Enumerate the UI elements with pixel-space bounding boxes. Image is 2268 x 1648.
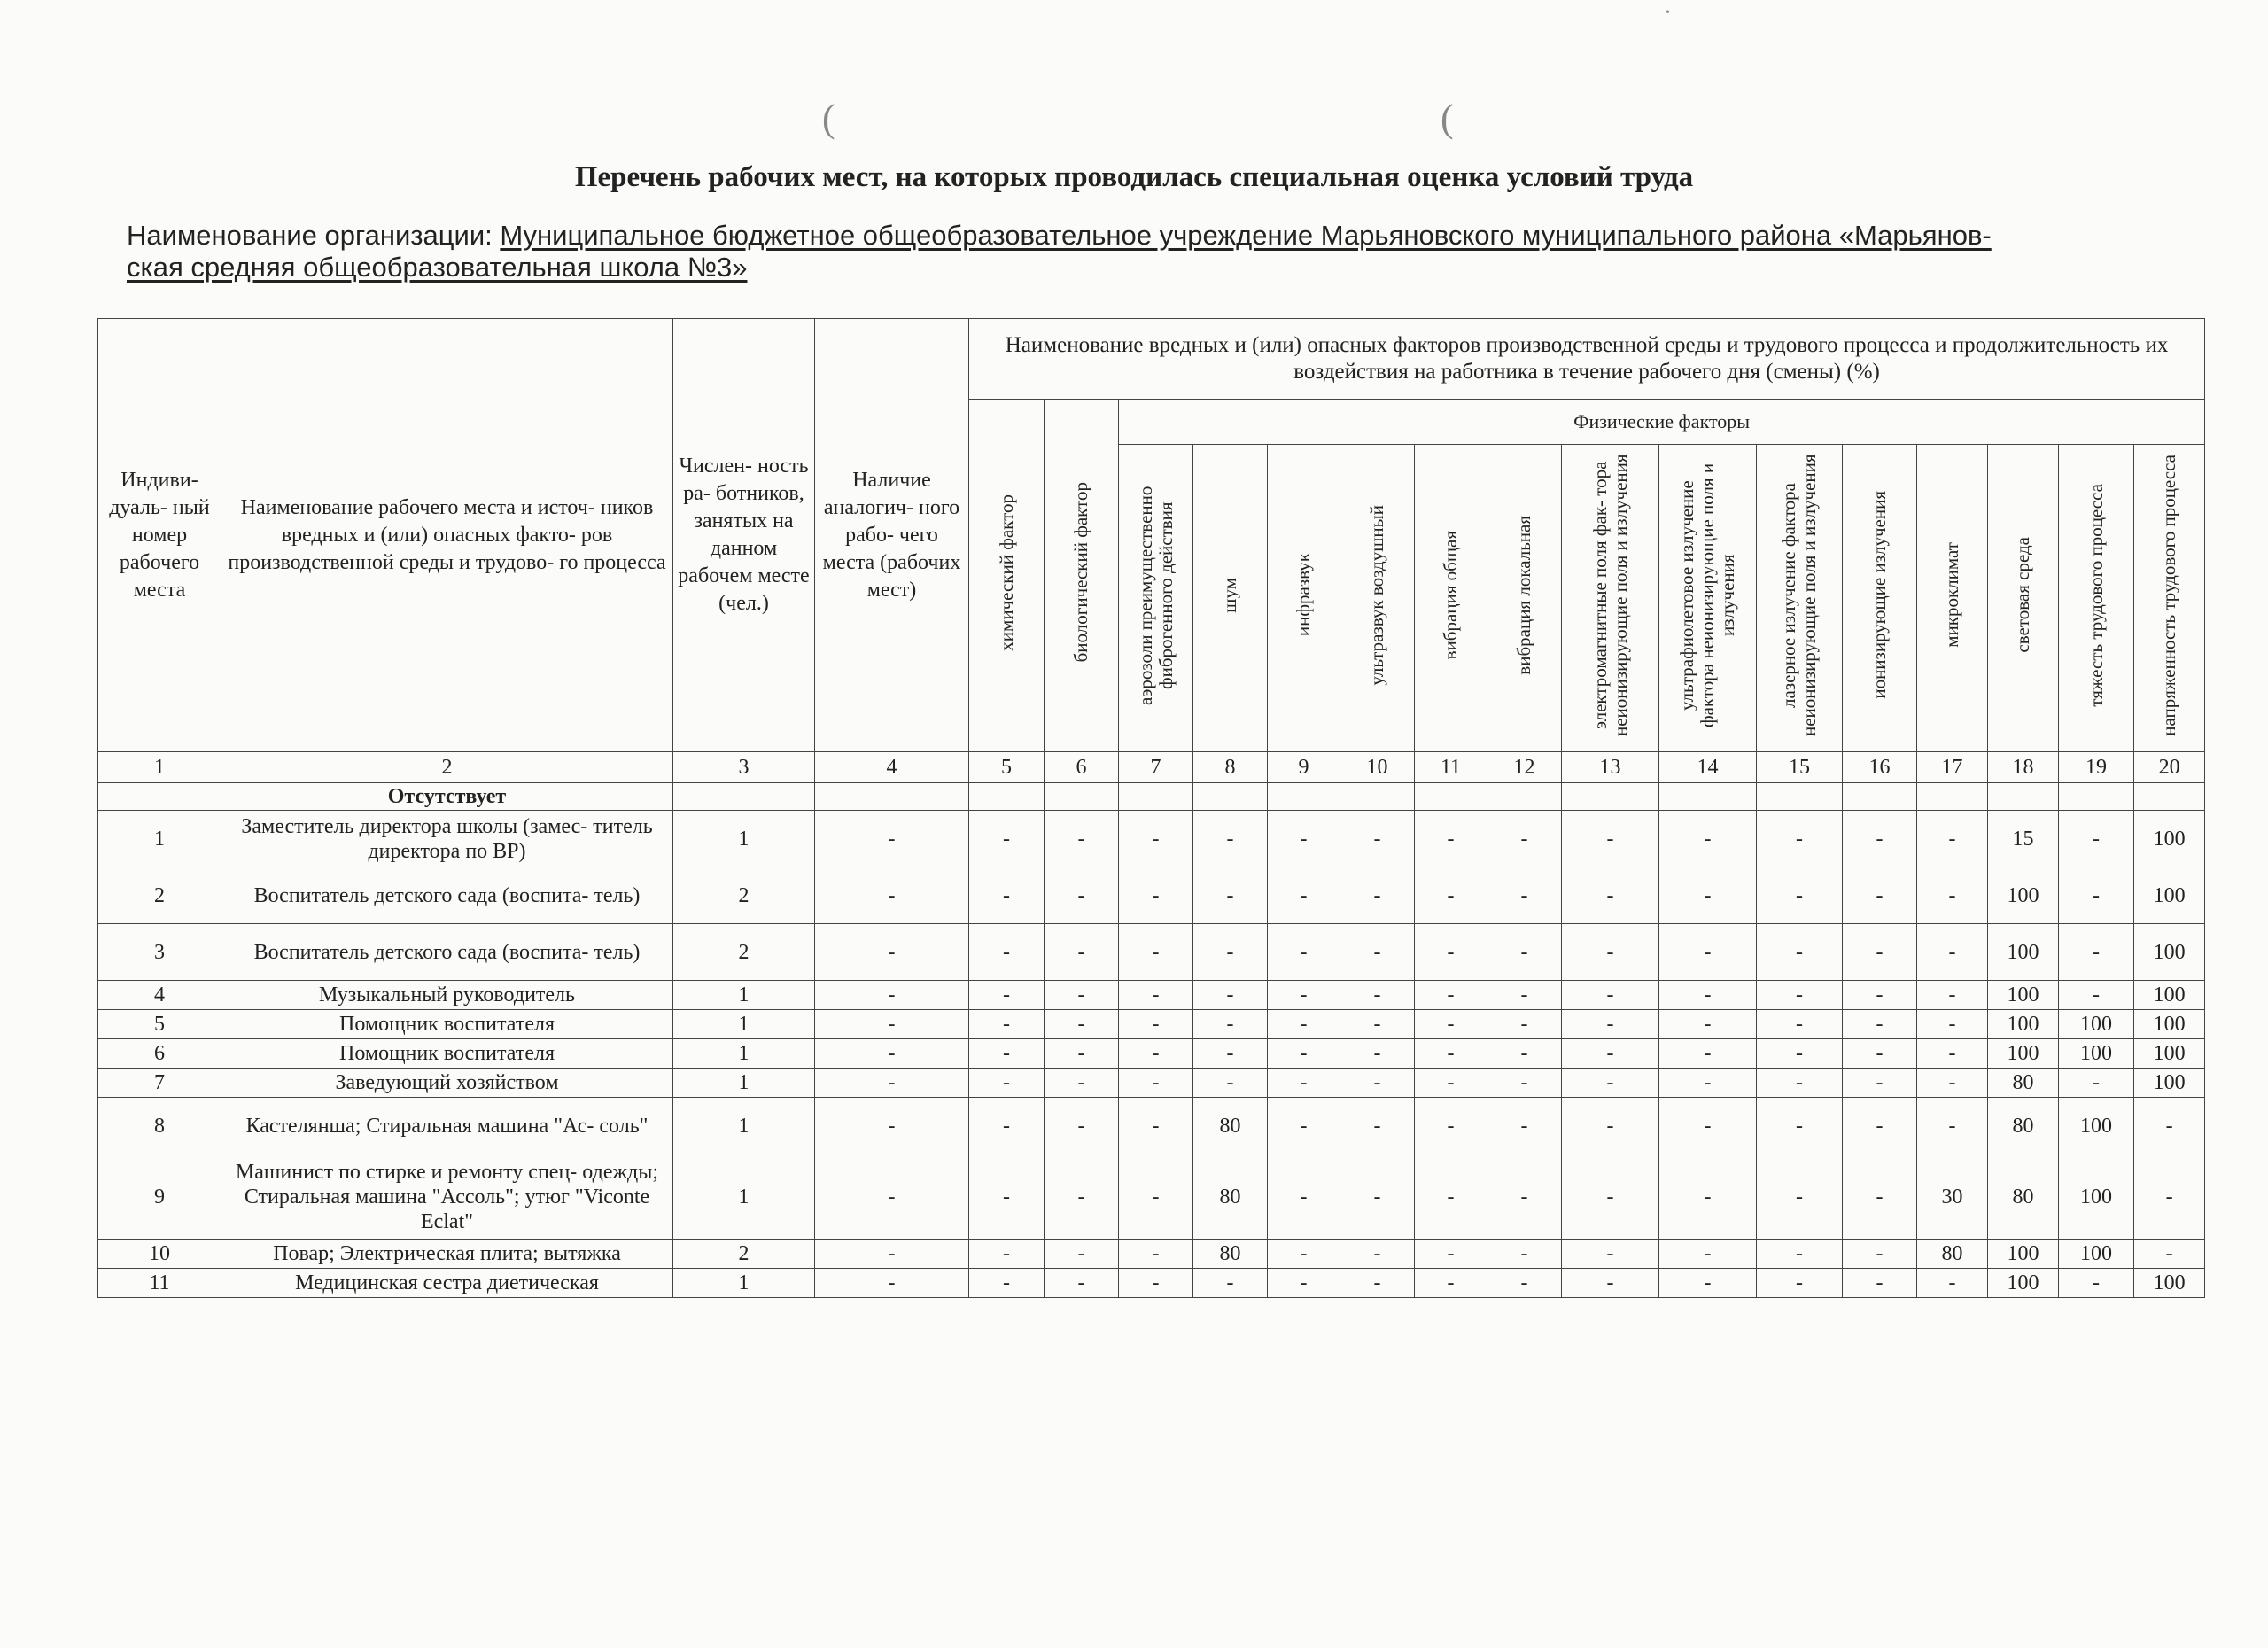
factor-value: 100 [1988,1010,2059,1039]
factor-value: - [1045,1069,1119,1098]
factor-value: 100 [1988,867,2059,924]
workplace-name: Кастелянша; Стиральная машина "Ас- соль" [221,1098,673,1154]
column-index-cell: 10 [1340,752,1415,783]
factor-value: - [1119,1154,1193,1240]
factor-value: - [1659,1039,1757,1069]
analog-workplace: - [815,1269,969,1298]
table-row [98,981,2205,1010]
table-row [98,1154,2205,1240]
workplace-name: Повар; Электрическая плита; вытяжка [221,1240,673,1269]
factor-value: - [1268,1154,1340,1240]
analog-workplace: - [815,1039,969,1069]
absent-row [98,783,2205,811]
table-row [98,1098,2205,1154]
column-index-cell: 11 [1415,752,1487,783]
factor-value: - [1757,1039,1843,1069]
worker-count: 1 [673,1010,815,1039]
column-index-cell: 13 [1562,752,1659,783]
factor-value: 80 [1193,1098,1268,1154]
factor-value: - [1268,1039,1340,1069]
factor-value: - [1917,1269,1988,1298]
factor-value: - [2059,924,2134,981]
factor-value: - [1268,867,1340,924]
header-factor-13: электромагнитные поля фак- тора неионизирующие поля и излучения [1562,445,1659,752]
factor-value: - [1917,1039,1988,1069]
factor-value: - [1415,1240,1487,1269]
table-row [98,1269,2205,1298]
header-factor-7: аэрозоли преимущественно фиброгенного действия [1119,445,1193,752]
factor-value: - [1193,1010,1268,1039]
factor-value: - [1415,1098,1487,1154]
factor-value: - [2134,1098,2205,1154]
table-body [98,752,2205,1298]
factor-value: - [1562,867,1659,924]
column-index-cell: 12 [1487,752,1562,783]
column-index-cell: 1 [98,752,221,783]
factor-value: - [1487,1069,1562,1098]
factor-value: - [1487,1010,1562,1039]
factor-value: - [1045,1240,1119,1269]
factor-value: - [1659,1010,1757,1039]
column-index-cell: 9 [1268,752,1340,783]
factor-value: - [1045,1269,1119,1298]
factor-value: - [1415,1154,1487,1240]
factor-value: - [1843,924,1917,981]
workplace-number: 8 [98,1098,221,1154]
organization-label: Наименование организации: [127,220,493,251]
factor-value: 100 [2134,981,2205,1010]
factor-value: - [1917,1010,1988,1039]
factor-value: - [1917,811,1988,867]
header-factor-6: биологический фактор [1045,400,1119,752]
column-index-cell: 17 [1917,752,1988,783]
analog-workplace: - [815,981,969,1010]
header-physical-factors: Физические факторы [1119,400,2205,445]
worker-count: 1 [673,1269,815,1298]
worker-count: 2 [673,867,815,924]
factor-value: - [1843,867,1917,924]
column-index-cell: 19 [2059,752,2134,783]
factor-value: - [1562,1269,1659,1298]
factor-value: 80 [1917,1240,1988,1269]
factor-value: - [1659,924,1757,981]
factor-value: - [1562,811,1659,867]
factor-value: 100 [2134,1039,2205,1069]
factor-value: 80 [1988,1098,2059,1154]
factor-value: - [1917,1069,1988,1098]
factor-value: - [1757,867,1843,924]
scan-mark-left: ( [822,97,835,140]
header-factor-20: напряженность трудового процесса [2134,445,2205,752]
factor-value: - [1917,981,1988,1010]
factor-value: - [2059,867,2134,924]
factor-value: 100 [2059,1240,2134,1269]
factor-value: - [1268,811,1340,867]
analog-workplace: - [815,1240,969,1269]
factor-value: 100 [2134,811,2205,867]
factor-value: - [1562,1240,1659,1269]
factor-value: - [1843,1069,1917,1098]
factor-value: - [1045,981,1119,1010]
factor-value: 80 [1193,1240,1268,1269]
workplace-name: Музыкальный руководитель [221,981,673,1010]
factor-value: - [1340,1039,1415,1069]
document-title: Перечень рабочих мест, на которых проводилась специальная оценка условий труда [574,161,1694,193]
header-factor-18: световая среда [1988,445,2059,752]
factor-value: - [1415,811,1487,867]
factor-value: - [1659,981,1757,1010]
analog-workplace: - [815,811,969,867]
table-row [98,1069,2205,1098]
header-factor-5: химический фактор [969,400,1045,752]
column-index-cell: 2 [221,752,673,783]
factor-value: - [1268,1240,1340,1269]
organization-line [127,220,2182,284]
factor-value: - [1193,867,1268,924]
factor-value: - [1268,1010,1340,1039]
factor-value: 100 [1988,924,2059,981]
factor-value: - [1415,867,1487,924]
factor-value: - [1757,811,1843,867]
factor-value: - [1659,1269,1757,1298]
factor-value: - [1487,924,1562,981]
header-factor-15: лазерное излучение фактора неионизирующие поля и излучения [1757,445,1843,752]
factor-value: - [1562,1069,1659,1098]
worker-count: 1 [673,1069,815,1098]
factor-value: - [1562,1098,1659,1154]
factor-value: - [1757,981,1843,1010]
workplace-number: 1 [98,811,221,867]
column-index-cell: 5 [969,752,1045,783]
factor-value: - [1268,924,1340,981]
factor-value: - [1487,1098,1562,1154]
column-index-cell: 6 [1045,752,1119,783]
column-index-cell: 15 [1757,752,1843,783]
column-index-cell: 16 [1843,752,1917,783]
factor-value: - [1340,1010,1415,1039]
factor-value: - [1843,1269,1917,1298]
factor-value: - [969,1069,1045,1098]
factor-value: - [969,1240,1045,1269]
factor-value: - [969,1154,1045,1240]
factor-value: - [1415,1039,1487,1069]
factor-value: - [1045,1039,1119,1069]
factor-value: - [1917,924,1988,981]
factor-value: 100 [2134,924,2205,981]
factor-value: - [969,867,1045,924]
worker-count: 2 [673,1240,815,1269]
table-row [98,811,2205,867]
factor-value: - [1415,1069,1487,1098]
factor-value: - [969,1039,1045,1069]
factor-value: 100 [2134,867,2205,924]
factor-value: 100 [2059,1154,2134,1240]
factor-value: 80 [1988,1069,2059,1098]
factor-value: - [1843,1240,1917,1269]
column-index-cell: 8 [1193,752,1268,783]
workplace-number: 5 [98,1010,221,1039]
column-index-row [98,752,2205,783]
factor-value: - [2059,811,2134,867]
factor-value: - [1843,811,1917,867]
analog-workplace: - [815,924,969,981]
factor-value: 15 [1988,811,2059,867]
factor-value: 80 [1988,1154,2059,1240]
factor-value: 100 [2059,1098,2134,1154]
header-factor-9: инфразвук [1268,445,1340,752]
factor-value: - [969,1010,1045,1039]
worker-count: 1 [673,1039,815,1069]
factor-value: - [1562,924,1659,981]
factor-value: - [1659,1154,1757,1240]
worker-count: 1 [673,1154,815,1240]
factor-value: 100 [2059,1010,2134,1039]
worker-count: 1 [673,811,815,867]
header-workplace-name: Наименование рабочего места и источ- ников вредных и (или) опасных факто- ров производственной среды и трудово- го процесса [221,319,673,752]
factor-value: - [1340,867,1415,924]
factor-value: - [1659,1098,1757,1154]
factor-value: - [1045,867,1119,924]
factor-value: - [1045,1010,1119,1039]
scan-dot: • [1666,6,1670,19]
column-index-cell: 4 [815,752,969,783]
analog-workplace: - [815,1010,969,1039]
header-factor-8: шум [1193,445,1268,752]
factor-value: - [1659,1069,1757,1098]
workplace-name: Воспитатель детского сада (воспита- тель) [221,867,673,924]
analog-workplace: - [815,1069,969,1098]
header-factor-12: вибрация локальная [1487,445,1562,752]
factor-value: - [969,924,1045,981]
header-worker-count: Числен- ность ра- ботников, занятых на данном рабочем месте (чел.) [673,319,815,752]
factor-value: 100 [2134,1069,2205,1098]
factor-value: - [1487,1039,1562,1069]
factor-value: - [1119,1039,1193,1069]
table-row [98,1240,2205,1269]
column-index-cell: 20 [2134,752,2205,783]
analog-workplace: - [815,1098,969,1154]
factor-value: 80 [1193,1154,1268,1240]
factor-value: 100 [2059,1039,2134,1069]
workplace-name: Помощник воспитателя [221,1010,673,1039]
factor-value: - [2059,1069,2134,1098]
factor-value: - [1843,981,1917,1010]
workplace-name: Помощник воспитателя [221,1039,673,1069]
workplace-number: 6 [98,1039,221,1069]
factor-value: 30 [1917,1154,1988,1240]
factor-value: - [1340,1269,1415,1298]
factor-value: - [1487,981,1562,1010]
factor-value: - [1415,1269,1487,1298]
header-factor-17: микроклимат [1917,445,1988,752]
table-row [98,1010,2205,1039]
organization-name: Муниципальное бюджетное общеобразовательное учреждение Марьяновского муниципального района «Марьянов- ская средняя общеобразовательная школа №3» [127,220,1992,283]
header-factor-19: тяжесть трудового процесса [2059,445,2134,752]
factor-value: - [1843,1154,1917,1240]
workplace-name: Заведующий хозяйством [221,1069,673,1098]
factor-value: - [1487,1269,1562,1298]
factor-value: - [1193,1069,1268,1098]
table-row [98,1039,2205,1069]
factor-value: 100 [2134,1010,2205,1039]
scan-mark-right: ( [1441,97,1454,140]
factor-value: - [1119,867,1193,924]
factor-value: - [2059,1269,2134,1298]
factor-value: - [1917,1098,1988,1154]
factor-value: - [1045,1098,1119,1154]
factor-value: - [1757,1010,1843,1039]
workplace-name: Машинист по стирке и ремонту спец- одежды; Стиральная машина "Ассоль"; утюг "Viconte Eclat" [221,1154,673,1240]
factor-value: - [1119,1240,1193,1269]
column-index-cell: 18 [1988,752,2059,783]
workplace-number: 11 [98,1269,221,1298]
factor-value: - [1193,981,1268,1010]
factor-value: - [1487,1240,1562,1269]
factor-value: - [2134,1240,2205,1269]
factor-value: - [1268,1098,1340,1154]
factor-value: 100 [1988,1240,2059,1269]
factor-value: - [1659,1240,1757,1269]
header-workplace-number: Индиви- дуаль- ный номер рабочего места [98,319,221,752]
workplace-name: Воспитатель детского сада (воспита- тель) [221,924,673,981]
factor-value: - [1757,1154,1843,1240]
workplace-name: Медицинская сестра диетическая [221,1269,673,1298]
factor-value: - [1843,1010,1917,1039]
factor-value: 100 [1988,1039,2059,1069]
workplace-name: Заместитель директора школы (замес- титель директора по ВР) [221,811,673,867]
factor-value: - [1045,811,1119,867]
factor-value: - [1340,1154,1415,1240]
factor-value: - [1119,924,1193,981]
factor-value: - [1659,867,1757,924]
table-row [98,867,2205,924]
factor-value: - [1340,1098,1415,1154]
factor-value: - [1659,811,1757,867]
factor-value: - [1119,981,1193,1010]
worker-count: 1 [673,981,815,1010]
factor-value: - [1415,924,1487,981]
table-row [98,924,2205,981]
workplace-number: 3 [98,924,221,981]
factor-value: - [1917,867,1988,924]
workplace-number: 9 [98,1154,221,1240]
factor-value: - [1193,924,1268,981]
factor-value: - [1340,981,1415,1010]
factor-value: - [1268,1269,1340,1298]
factor-value: - [2134,1154,2205,1240]
factor-value: - [1193,1039,1268,1069]
factor-value: - [1415,981,1487,1010]
factor-value: - [1757,1240,1843,1269]
factor-value: 100 [1988,981,2059,1010]
factor-value: - [1562,1039,1659,1069]
factor-value: - [1415,1010,1487,1039]
factor-value: - [1119,1010,1193,1039]
absent-label: Отсутствует [221,783,673,811]
factor-value: - [1562,981,1659,1010]
factor-value: 100 [2134,1269,2205,1298]
factor-value: - [1487,867,1562,924]
header-factor-16: ионизирующие излучения [1843,445,1917,752]
workplace-number: 10 [98,1240,221,1269]
factor-value: - [1340,811,1415,867]
factor-value: - [1119,1069,1193,1098]
factor-value: - [1487,1154,1562,1240]
workplace-number: 4 [98,981,221,1010]
factor-value: - [969,811,1045,867]
factor-value: - [2059,981,2134,1010]
factor-value: - [1487,811,1562,867]
worker-count: 2 [673,924,815,981]
column-index-cell: 14 [1659,752,1757,783]
header-factor-14: ультрафиолетовое излучение фактора неионизирующие поля и излучения [1659,445,1757,752]
workplaces-table [97,318,2205,1298]
factor-value: - [1193,1269,1268,1298]
analog-workplace: - [815,867,969,924]
workplace-number: 7 [98,1069,221,1098]
factor-value: - [1340,924,1415,981]
factor-value: - [1193,811,1268,867]
factor-value: - [1757,1269,1843,1298]
factor-value: - [969,1098,1045,1154]
factor-value: - [1843,1039,1917,1069]
factor-value: - [1268,1069,1340,1098]
factor-value: - [969,981,1045,1010]
factor-value: 100 [1988,1269,2059,1298]
factor-value: - [1757,1069,1843,1098]
factor-value: - [1757,924,1843,981]
factor-value: - [1340,1069,1415,1098]
factor-value: - [1119,1098,1193,1154]
factor-value: - [1843,1098,1917,1154]
column-index-cell: 7 [1119,752,1193,783]
factor-value: - [1757,1098,1843,1154]
analog-workplace: - [815,1154,969,1240]
factor-value: - [1340,1240,1415,1269]
header-factor-10: ультразвук воздушный [1340,445,1415,752]
worker-count: 1 [673,1098,815,1154]
factor-value: - [1119,1269,1193,1298]
workplace-number: 2 [98,867,221,924]
factor-value: - [1045,924,1119,981]
factor-value: - [1119,811,1193,867]
header-factor-11: вибрация общая [1415,445,1487,752]
column-index-cell: 3 [673,752,815,783]
factor-value: - [1562,1154,1659,1240]
factor-value: - [1045,1154,1119,1240]
header-factors-group: Наименование вредных и (или) опасных факторов производственной среды и трудового процесса и продолжительность их воздействия на работника в течение рабочего дня (смены) (%) [969,319,2205,400]
header-analog-workplace: Наличие аналогич- ного рабо- чего места (рабочих мест) [815,319,969,752]
factor-value: - [969,1269,1045,1298]
factor-value: - [1562,1010,1659,1039]
factor-value: - [1268,981,1340,1010]
